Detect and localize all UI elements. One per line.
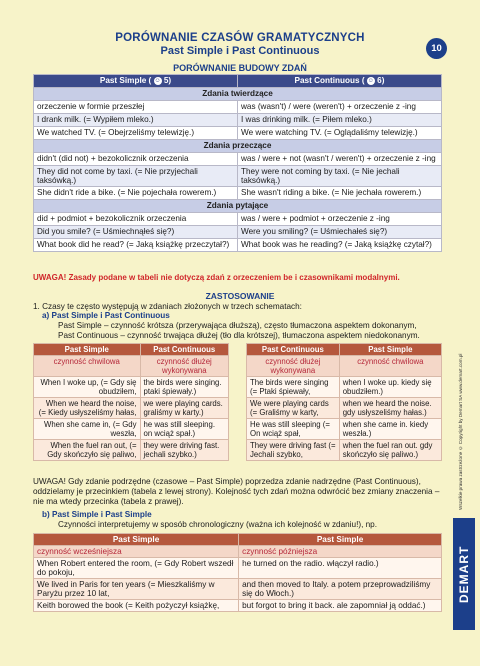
table-cell: We were playing cards (= Graliśmy w karty,: [247, 398, 340, 419]
table-row: [247, 440, 442, 461]
column-subheader: czynność późniejsza: [239, 546, 442, 558]
table-row: [34, 187, 442, 200]
section-row: [34, 88, 442, 101]
table-cell: We were watching TV. (= Oglądaliśmy telewizję.): [238, 127, 442, 140]
table-cell: when we heard the noise. gdy usłyszeliśmy hałas.): [339, 398, 441, 419]
table-row: [34, 377, 229, 398]
column-subheader: czynność chwilowa: [339, 356, 441, 377]
table-cell: He was still sleeping (= On wciąż spał,: [247, 419, 340, 440]
table-cell: he was still sleeping. on wciąż spał.): [140, 419, 228, 440]
table-row: [34, 213, 442, 226]
table-cell: They were driving fast (= Jechali szybko,: [247, 440, 340, 461]
table-header-row: [34, 75, 442, 88]
table-cell: when I woke up. kiedy się obudziłem.): [339, 377, 441, 398]
table-cell: I drank milk. (= Wypiłem mleko.): [34, 114, 238, 127]
column-label: Past Continuous: [294, 76, 360, 85]
table-cell: What book was he reading? (= Jaką książkę czytał?): [238, 239, 442, 252]
table-cell: didn't (did not) + bezokolicznik orzeczenia: [34, 153, 238, 166]
table-row: [34, 166, 442, 187]
structure-table: [33, 74, 442, 252]
table-cell: When she came in, (= Gdy weszła,: [34, 419, 141, 440]
table-row: [34, 239, 442, 252]
table-row: [34, 558, 442, 579]
table-cell: She wasn't riding a bike. (= Nie jechała rowerem.): [238, 187, 442, 200]
table-row: [247, 398, 442, 419]
table-cell: We lived in Paris for ten years (= Mieszkaliśmy w Paryżu przez 10 lat,: [34, 579, 239, 600]
table-cell: did + podmiot + bezokolicznik orzeczenia: [34, 213, 238, 226]
note: [33, 273, 400, 282]
usage-line-b: Czynności interpretujemy w sposób chronologiczny (ważna ich kolejność w zdaniu!), np.: [58, 520, 378, 529]
column-header: Past Continuous: [247, 344, 340, 356]
table-cell: he turned on the radio. włączył radio.): [239, 558, 442, 579]
table-cell: Were you smiling? (= Uśmiechałeś się?): [238, 226, 442, 239]
column-header: Past Simple: [34, 344, 141, 356]
table-cell: She didn't ride a bike. (= Nie pojechała rowerem.): [34, 187, 238, 200]
table-body: [34, 88, 442, 252]
table-cell: I was drinking milk. (= Piłem mleko.): [238, 114, 442, 127]
brand-logo: DEMART: [453, 518, 475, 630]
example-table-bottom: [33, 533, 442, 612]
side-strip: [453, 300, 475, 630]
table-row: [34, 440, 229, 461]
table-cell: was (wasn't) / were (weren't) + orzeczenie z -ing: [238, 101, 442, 114]
table-row: [34, 127, 442, 140]
table-cell: they were driving fast. jechali szybko.): [140, 440, 228, 461]
section-heading: Zdania pytające: [34, 200, 442, 213]
table-row: [34, 114, 442, 127]
table-row: [34, 226, 442, 239]
section-row: [34, 200, 442, 213]
table-cell: What book did he read? (= Jaką książkę przeczytał?): [34, 239, 238, 252]
table-subheader-row: [247, 356, 442, 377]
column-subheader: czynność dłużej wykonywana: [140, 356, 228, 377]
table-row: [34, 398, 229, 419]
usage-point-b: b) Past Simple i Past Simple: [42, 510, 152, 519]
note-text: Zasady podane w tabeli nie dotyczą zdań z orzeczeniem be i czasownikami modalnymi.: [68, 273, 400, 282]
usage-line-past-simple: Past Simple – czynność krótsza (przerywająca dłuższą), często tłumaczona aspektem dokonanym,: [58, 321, 417, 330]
table-header-row: [247, 344, 442, 356]
table-cell: When we heard the noise, (= Kiedy usłyszeliśmy hałas,: [34, 398, 141, 419]
table-cell: and then moved to Italy. a potem przeprowadziliśmy się do Włoch.): [239, 579, 442, 600]
page-number-badge: 10: [426, 38, 447, 59]
copyright-text: Wszelkie prawa zastrzeżone © Copyright by Demart SA www.demart.com.pl: [458, 353, 463, 510]
column-header: Past Simple: [239, 534, 442, 546]
section-heading: Zdania przeczące: [34, 140, 442, 153]
table-cell: They did not come by taxi. (= Nie przyjechali taksówką.): [34, 166, 238, 187]
table-cell: They were not coming by taxi. (= Nie jechali taksówką.): [238, 166, 442, 187]
column-header-past-continuous: Past Continuous ( ☺ 6): [238, 75, 442, 88]
usage-heading: ZASTOSOWANIE: [205, 291, 275, 301]
column-subheader: czynność dłużej wykonywana: [247, 356, 340, 377]
example-table-right: [246, 343, 442, 461]
reference-icon: ☺: [367, 77, 374, 84]
usage-line-past-continuous: Past Continuous – czynność trwająca dłużej (tło dla krótszej), tłumaczona aspektem niedokonanym.: [58, 331, 420, 340]
column-subheader: czynność wcześniejsza: [34, 546, 239, 558]
table-row: [34, 419, 229, 440]
table-cell: Keith borowed the book (= Keith pożyczył książkę,: [34, 600, 239, 612]
table-cell: When I woke up, (= Gdy się obudziłem,: [34, 377, 141, 398]
note-label: UWAGA!: [33, 273, 67, 282]
table-cell: the birds were singing. ptaki śpiewały.): [140, 377, 228, 398]
table-cell: when she came in. kiedy weszła.): [339, 419, 441, 440]
column-label: Past Simple: [99, 76, 147, 85]
table-cell: but forgot to bring it back. ale zapomniał ją oddać.): [239, 600, 442, 612]
example-table-left: [33, 343, 229, 461]
page-subtitle: Past Simple i Past Continuous: [160, 45, 320, 57]
table-header-row: [34, 344, 229, 356]
table-cell: we were playing cards. graliśmy w karty.): [140, 398, 228, 419]
page-title: PORÓWNANIE CZASÓW GRAMATYCZNYCH: [115, 32, 365, 44]
table-cell: was / were + podmiot + orzeczenie z -ing: [238, 213, 442, 226]
table-subheader-row: [34, 356, 229, 377]
column-subheader: czynność chwilowa: [34, 356, 141, 377]
warning: UWAGA! Gdy zdanie podrzędne (czasowe – Past Simple) poprzedza zdanie nadrzędne (Past Continuous), oddzielamy je przecinkiem (tabela z lewej strony). Kolejność tych zdań można odwrócić bez zmiany znaczenia – nie ma wtedy przecinka (tabela z prawej).: [33, 477, 440, 506]
table-cell: We watched TV. (= Obejrzeliśmy telewizję.): [34, 127, 238, 140]
section-row: [34, 140, 442, 153]
table-row: [247, 377, 442, 398]
table-cell: When Robert entered the room, (= Gdy Robert wszedł do pokoju,: [34, 558, 239, 579]
table-header-row: [34, 534, 442, 546]
table-cell: was / were + not (wasn't / weren't) + orzeczenie z -ing: [238, 153, 442, 166]
usage-point-1: 1. Czasy te często występują w zdaniach złożonych w trzech schematach:: [33, 302, 302, 311]
table-cell: When the fuel ran out, (= Gdy skończyło się paliwo,: [34, 440, 141, 461]
table-subheader-row: [34, 546, 442, 558]
column-ref: 5: [163, 76, 169, 85]
table-cell: Did you smile? (= Uśmiechnąłeś się?): [34, 226, 238, 239]
section-heading: PORÓWNANIE BUDOWY ZDAŃ: [173, 63, 307, 73]
table-cell: orzeczenie w formie przeszłej: [34, 101, 238, 114]
table-row: [34, 600, 442, 612]
table-row: [34, 101, 442, 114]
section-heading: Zdania twierdzące: [34, 88, 442, 101]
table-cell: The birds were singing (= Ptaki śpiewały,: [247, 377, 340, 398]
table-row: [34, 153, 442, 166]
reference-icon: ☺: [154, 77, 161, 84]
table-row: [34, 579, 442, 600]
column-header: Past Continuous: [140, 344, 228, 356]
column-ref: 6: [377, 76, 382, 85]
table-row: [247, 419, 442, 440]
column-header: Past Simple: [34, 534, 239, 546]
usage-point-a: a) Past Simple i Past Continuous: [42, 311, 170, 320]
column-header: Past Simple: [339, 344, 441, 356]
table-cell: when the fuel ran out. gdy skończyło się paliwo.): [339, 440, 441, 461]
column-header-past-simple: Past Simple ( ☺ 5): [34, 75, 238, 88]
